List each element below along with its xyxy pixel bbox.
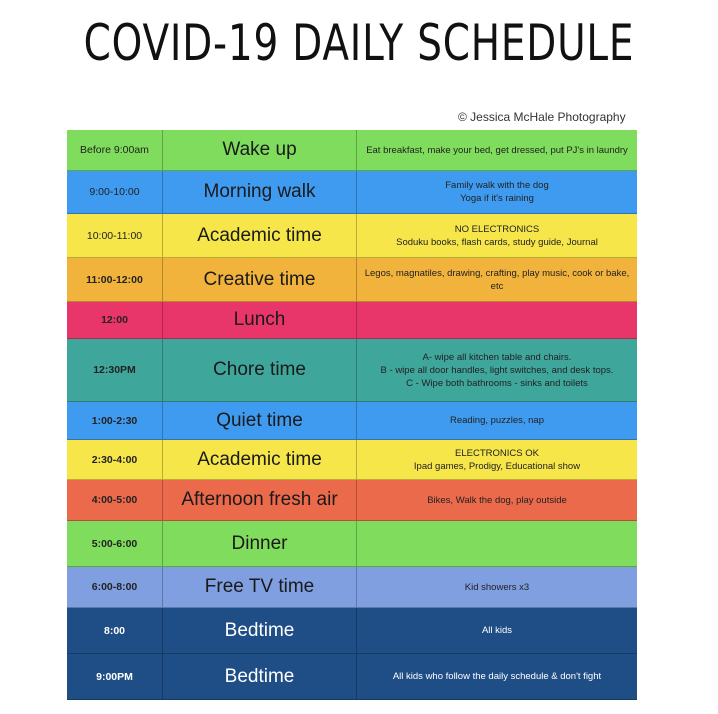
note-cell <box>357 258 637 301</box>
activity-cell: Quiet time <box>163 402 357 439</box>
time-cell: 9:00-10:00 <box>67 171 163 213</box>
page-title: COVID-19 DAILY SCHEDULE <box>83 14 635 72</box>
schedule-row <box>67 214 637 258</box>
time-cell: 4:00-5:00 <box>67 480 163 520</box>
note-cell <box>357 521 637 566</box>
time-cell: 10:00-11:00 <box>67 214 163 257</box>
schedule-row <box>67 654 637 700</box>
schedule-row <box>67 339 637 402</box>
schedule-row <box>67 440 637 480</box>
note-line: Legos, magnatiles, drawing, crafting, play music, cook or bake, etc <box>364 267 630 292</box>
note-cell <box>357 440 637 479</box>
schedule-row <box>67 171 637 214</box>
time-cell: Before 9:00am <box>67 130 163 170</box>
time-cell: 1:00-2:30 <box>67 402 163 439</box>
activity-cell: Morning walk <box>163 171 357 213</box>
time-cell: 2:30-4:00 <box>67 440 163 479</box>
note-cell <box>357 654 637 699</box>
note-cell <box>357 480 637 520</box>
note-cell <box>357 130 637 170</box>
activity-cell: Free TV time <box>163 567 357 607</box>
note-line: B - wipe all door handles, light switches, and desk tops. <box>380 364 614 376</box>
note-line: Reading, puzzles, nap <box>449 415 544 426</box>
note-line: Kid showers x3 <box>464 581 530 593</box>
schedule-row <box>67 402 637 440</box>
note-line: NO ELECTRONICS <box>454 223 540 235</box>
schedule-table <box>67 130 637 700</box>
time-cell: 8:00 <box>67 608 163 653</box>
schedule-row <box>67 608 637 654</box>
note-cell <box>357 608 637 653</box>
note-line: Bikes, Walk the dog, play outside <box>427 494 567 506</box>
time-cell: 11:00-12:00 <box>67 258 163 301</box>
time-cell: 5:00-6:00 <box>67 521 163 566</box>
activity-cell: Bedtime <box>163 608 357 653</box>
note-cell <box>357 302 637 338</box>
activity-cell: Chore time <box>163 339 357 401</box>
activity-cell: Wake up <box>163 130 357 170</box>
note-line: A- wipe all kitchen table and chairs. <box>422 351 572 363</box>
activity-cell: Afternoon fresh air <box>163 480 357 520</box>
schedule-row <box>67 302 637 339</box>
time-cell: 9:00PM <box>67 654 163 699</box>
note-line: C - Wipe both bathrooms - sinks and toilets <box>406 377 588 389</box>
schedule-row <box>67 521 637 567</box>
note-line: All kids <box>481 625 513 636</box>
schedule-row <box>67 130 637 171</box>
activity-cell: Academic time <box>163 214 357 257</box>
activity-cell: Creative time <box>163 258 357 301</box>
schedule-row <box>67 480 637 521</box>
activity-cell: Lunch <box>163 302 357 338</box>
note-line: Family walk with the dog <box>445 180 549 191</box>
note-cell <box>357 402 637 439</box>
note-cell <box>357 339 637 401</box>
activity-cell: Academic time <box>163 440 357 479</box>
schedule-row <box>67 567 637 608</box>
schedule-row <box>67 258 637 302</box>
note-line: Yoga if it's raining <box>460 193 534 204</box>
note-cell <box>357 567 637 607</box>
photo-credit: © Jessica McHale Photography <box>458 110 626 124</box>
note-line: Soduku books, flash cards, study guide, Journal <box>396 236 598 248</box>
note-line: All kids who follow the daily schedule & don't fight <box>392 671 602 682</box>
activity-cell: Dinner <box>163 521 357 566</box>
note-line: Eat breakfast, make your bed, get dressed, put PJ's in laundry <box>366 144 628 156</box>
time-cell: 12:00 <box>67 302 163 338</box>
time-cell: 6:00-8:00 <box>67 567 163 607</box>
note-cell <box>357 171 637 213</box>
time-cell: 12:30PM <box>67 339 163 401</box>
note-cell <box>357 214 637 257</box>
note-line: Ipad games, Prodigy, Educational show <box>413 460 581 472</box>
note-line: ELECTRONICS OK <box>455 447 539 459</box>
activity-cell: Bedtime <box>163 654 357 699</box>
